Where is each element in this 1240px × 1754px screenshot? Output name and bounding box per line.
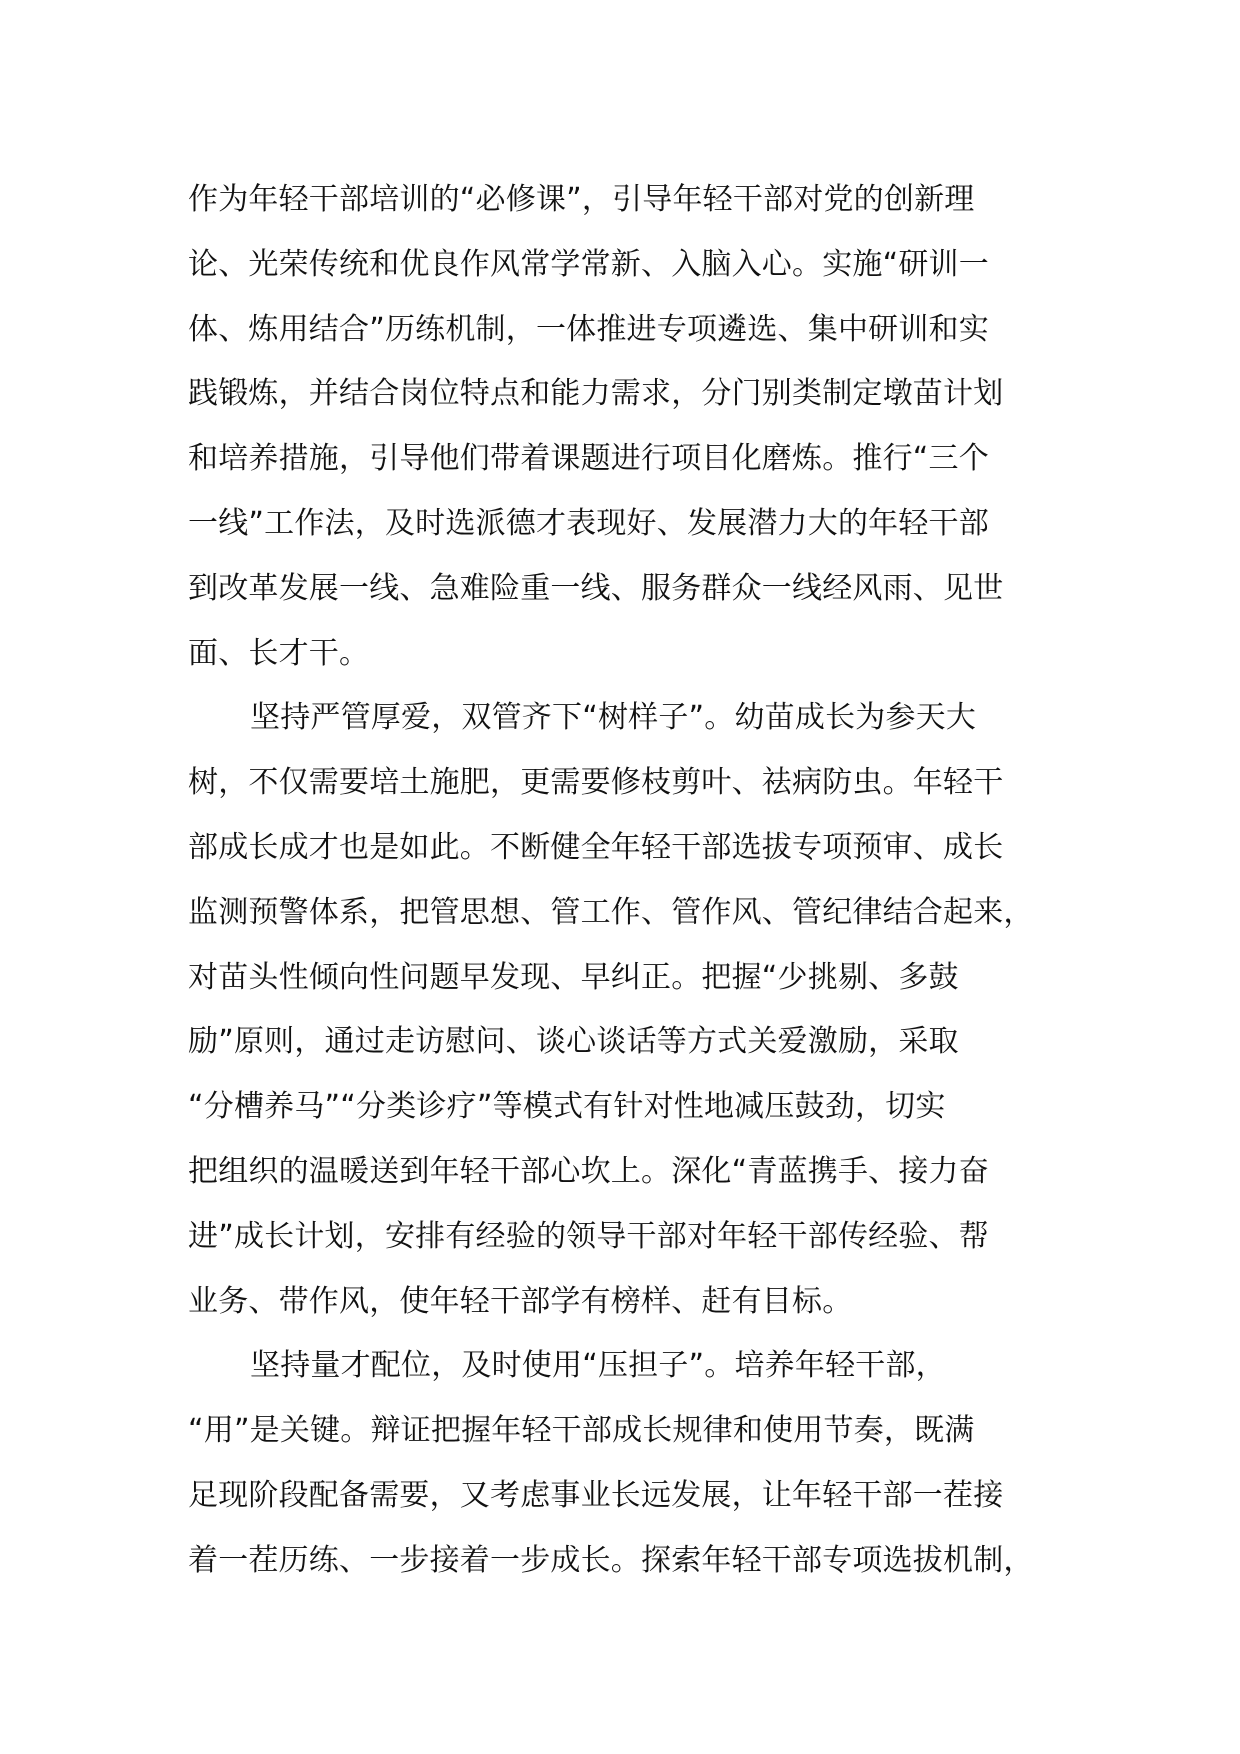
text-line: 树，不仅需要培土施肥，更需要修枝剪叶、祛病防虫。年轻干 [188, 765, 1004, 801]
text-line: 论、光荣传统和优良作风常学常新、入脑入心。实施“研训一 [188, 246, 989, 282]
text-line: 把组织的温暖送到年轻干部心坎上。深化“青蓝携手、接力奋 [188, 1153, 989, 1189]
text-line: 足现阶段配备需要，又考虑事业长远发展，让年轻干部一茬接 [188, 1477, 1004, 1513]
document-body [188, 168, 1068, 1594]
text-line: 对苗头性倾向性问题早发现、早纠正。把握“少挑剔、多鼓 [188, 959, 959, 995]
text-line: 面、长才干。 [188, 635, 370, 671]
text-line: “分槽养马”“分类诊疗”等模式有针对性地减压鼓劲，切实 [188, 1089, 946, 1125]
text-line: 着一茬历练、一步接着一步成长。探索年轻干部专项选拔机制， [188, 1542, 1034, 1578]
text-line: 体、炼用结合”历练机制，一体推进专项遴选、集中研训和实 [188, 311, 989, 347]
paragraph-start-line: 坚持量才配位，及时使用“压担子”。培养年轻干部， [250, 1348, 946, 1384]
text-line: 励”原则，通过走访慰问、谈心谈话等方式关爱激励，采取 [188, 1024, 959, 1060]
text-line: 作为年轻干部培训的“必修课”，引导年轻干部对党的创新理 [188, 182, 975, 217]
text-line: 进”成长计划，安排有经验的领导干部对年轻干部传经验、帮 [188, 1218, 989, 1254]
text-line: 和培养措施，引导他们带着课题进行项目化磨炼。推行“三个 [188, 441, 989, 477]
text-line: 到改革发展一线、急难险重一线、服务群众一线经风雨、见世 [188, 570, 1004, 606]
text-line: 部成长成才也是如此。不断健全年轻干部选拔专项预审、成长 [188, 829, 1004, 865]
text-line: “用”是关键。辩证把握年轻干部成长规律和使用节奏，既满 [188, 1413, 975, 1449]
text-line: 践锻炼，并结合岗位特点和能力需求，分门别类制定墩苗计划 [188, 376, 1004, 412]
text-line: 监测预警体系，把管思想、管工作、管作风、管纪律结合起来， [188, 894, 1034, 930]
text-line: 业务、带作风，使年轻干部学有榜样、赶有目标。 [188, 1283, 853, 1319]
paragraph-start-line: 坚持严管厚爱，双管齐下“树样子”。幼苗成长为参天大 [250, 700, 977, 736]
text-line: 一线”工作法，及时选派德才表现好、发展潜力大的年轻干部 [188, 505, 989, 541]
